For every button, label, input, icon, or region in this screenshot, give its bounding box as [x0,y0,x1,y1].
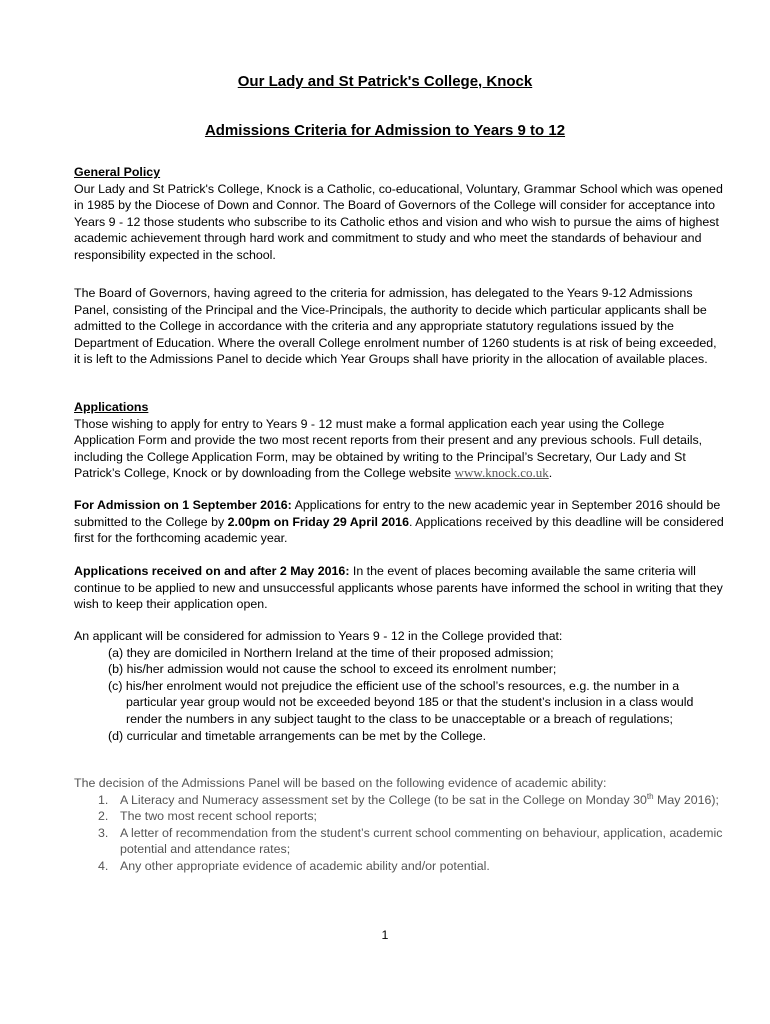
evidence-intro: The decision of the Admissions Panel will be based on the following evidence of academic ability: [74,776,607,790]
condition-item: (b) his/her admission would not cause the school to exceed its enrolment number; [108,662,557,677]
may-section [74,563,724,613]
september-text-1: Applications for entry to the new academic year in September 2016 should be submitted to the College by [74,498,721,529]
conditions-section [74,628,724,744]
september-text-2: . Applications received by this deadline will be considered first for the forthcoming academic year. [74,514,724,546]
september-admission-para [74,497,724,547]
september-deadline: 2.00pm on Friday 29 April 2016 [227,514,409,529]
general-policy-heading: General Policy [74,165,161,179]
period: . [548,466,553,481]
conditions-list [74,645,724,745]
evidence-number: 3. [98,825,109,840]
evidence-tail: May 2016); [653,792,720,807]
conditions-intro: An applicant will be considered for admission to Years 9 - 12 in the College provided that: [74,629,563,643]
condition-item: (a) they are domiciled in Northern Ireland at the time of their proposed admission; [108,645,554,660]
condition-item: (c) his/her enrolment would not prejudice the efficient use of the school’s resources, e.g. the number in a particular year group would not be exceeded beyond 185 or that the student’s inclusion in a class would render the numbers in any subject taught to the class to be unacceptable or a breach of regulations; [108,678,694,726]
applications-para-1 [74,416,724,482]
applications-para-1-text: Those wishing to apply for entry to Years 9 - 12 must make a formal application each year using the College Application Form and provide the two most recent reports from their present and any previous schools. Full details, including the College Application Form, may be obtained by writing to the Principal’s Secretary, Our Lady and St Patrick’s College, Knock or by downloading from the College website [74,416,703,481]
evidence-number: 1. [98,792,109,807]
condition-item: (d) curricular and timetable arrangements can be met by the College. [108,728,487,743]
evidence-list [74,792,724,875]
evidence-text: A letter of recommendation from the student’s current school commenting on behaviour, application, academic potential and attendance rates; [120,825,723,857]
evidence-text: Any other appropriate evidence of academic ability and/or potential. [120,858,490,873]
evidence-number: 4. [98,858,109,873]
document-subtitle: Admissions Criteria for Admission to Years 9 to 12 [204,122,566,139]
general-policy-para-2: The Board of Governors, having agreed to the criteria for admission, has delegated to the Years 9-12 Admissions Panel, consisting of the Principal and the Vice-Principals, the authority to decide which particular applicants shall be admitted to the College in accordance with the criteria and any appropriate statutory regulations issued by the Department of Education. Where the overall College enrolment number of 1260 students is at risk of being exceeded, it is left to the Admissions Panel to decide which Year Groups shall have priority in the allocation of available places. [74,286,717,367]
september-section [74,497,724,547]
college-website-link[interactable]: www.knock.co.uk [454,465,549,481]
general-policy-section [74,164,724,264]
evidence-text: A Literacy and Numeracy assessment set by the College (to be sat in the College on Monday 30 [120,792,647,807]
may-text: In the event of places becoming available the same criteria will continue to be applied to new and unsuccessful applicants whose parents have informed the school in writing that they wish to keep their application open. [74,564,723,612]
governors-section [74,285,724,368]
september-lead: For Admission on 1 September 2016: [74,498,292,512]
evidence-item [74,808,724,825]
evidence-text: The two most recent school reports; [120,809,317,824]
ordinal-suffix: th [646,791,654,801]
may-admission-para [74,563,724,613]
evidence-number: 2. [98,809,109,824]
evidence-section [74,775,724,875]
college-title: Our Lady and St Patrick's College, Knock [237,73,533,90]
may-lead: Applications received on and after 2 May 2016: [74,564,350,578]
page-number: 1 [381,928,389,942]
applications-heading: Applications [74,400,149,414]
evidence-item [74,825,724,858]
applications-section [74,399,724,482]
evidence-item [74,792,724,809]
general-policy-para-1: Our Lady and St Patrick's College, Knock is a Catholic, co-educational, Voluntary, Grammar School which was opened in 1985 by the Diocese of Down and Connor. The Board of Governors of the College will consider for acceptance into Years 9 - 12 those students who subscribe to its Catholic ethos and vision and who wish to pursue the aims of highest academic achievement through hard work and commitment to study and who meet the standards of behaviour and responsibility expected in the school. [74,181,723,262]
evidence-item [74,858,724,875]
